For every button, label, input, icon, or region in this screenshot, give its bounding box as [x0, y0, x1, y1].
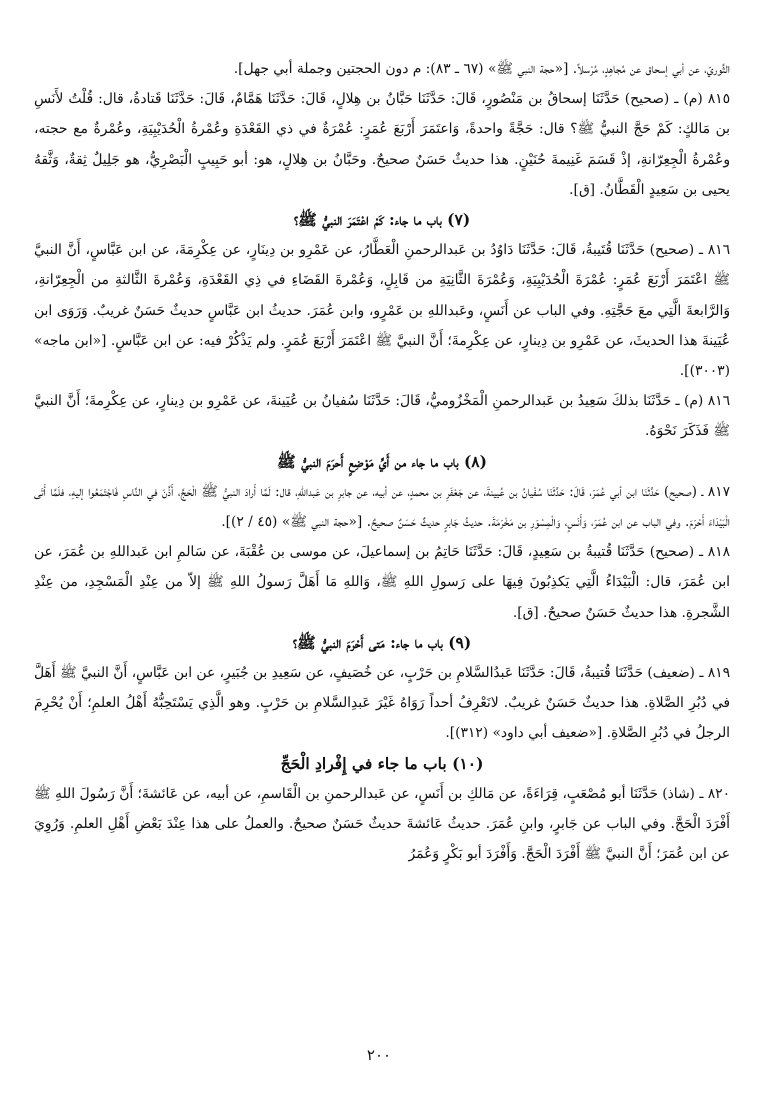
chapter-heading-9: (٩) باب ما جاء: مَتى أَحْرَمَ النبيُّ ﷺ؟: [292, 632, 472, 652]
hadith-816: ٨١٦ ـ (صحيح) حَدَّثَنَا قُتَيبةُ، قَالَ: حَدَّثَنَا دَاوُدُ بن عَبدالرحمنِ الْعَطَّارُ، عن عَمْرِو بن دِينَارٍ، عن عِكْرِمَةَ، عن ابن عَبَّاسٍ، أَنَّ النبيَّ ﷺ اعْتَمَرَ أَرْبَعَ عُمَرٍ: عُمْرَةَ الْحُدَيْبِيَةِ، وَعُمْرَةَ الثَّانِيَةِ من قَابِلٍ، وَعُمْرةَ القَضَاءِ في ذِي القَعْدَةِ، وَعُمْرةَ الثَّالثةِ من الْجِعِرّانةِ، وَالرَّابعةَ الَّتِي معَ حَجَّتِهِ. وفي الباب عن أَنَسٍ، وعَبداللهِ بن عَمْرٍو، وابن عُمَرَ. حديثُ ابن عَبَّاسٍ حديثٌ حَسَنٌ غريبٌ. وَرَوَى ابن عُيَينةَ هذا الحديثَ، عن عَمْرِو بن دِينارٍ، عن عِكْرِمةَ؛ أَنَّ النبيَّ ﷺ اعْتَمَرَ أَرْبَعَ عُمَرٍ. ولم يَذْكُرْ فيه: عن ابن عَبَّاسٍ. [«ابن ماجه» (٣٠٠٣)].: [34, 242, 730, 380]
page-body: [34, 54, 730, 1054]
hadith-818: ٨١٨ ـ (صحيح) حَدَّثَنَا قُتيبةُ بن سَعِيدٍ، قَالَ: حَدَّثَنَا حَاتِمُ بن إسماعيلَ، عن موسى بن عُقْبَةَ، عن سَالمِ ابن عَبداللهِ بن عُمَرَ، عن ابن عُمَرَ، قال: الْبَيْدَاءُ الَّتِي يَكذِبُونَ فِيهَا على رَسولِ اللهِ ﷺ، وَاللهِ مَا أَهَلَّ رَسولُ اللهِ ﷺ إلاّ من عِنْدِ الْمَسْجِدِ، من عِنْدِ الشَّجرةِ. هذا حديثٌ حَسَنٌ صحيحٌ. [ق].: [34, 544, 730, 621]
hadith-816m: ٨١٦ (م) ـ حَدَّثَنَا بذلكَ سَعِيدُ بن عَبدالرحمنِ الْمَخْزُوميُّ، قَالَ: حَدَّثَنَا سُفيانُ بن عُيَينةَ، عن عَمْرِو بن دِينارٍ، عن عِكْرِمةَ؛ أَنَّ النبيَّ ﷺ فَذَكَرَ نَحْوَهُ.: [34, 393, 730, 440]
hadith-820: ٨٢٠ ـ (شاذ) حَدَّثَنَا أبو مُصْعَبٍ، قِرَاءَةً، عن مَالكِ بن أَنَسٍ، عن عَبدالرحمنِ بن الْقَاسمِ، عن أبيه، عن عَائشةَ؛ أَنَّ رَسُولَ اللهِ ﷺ أَفْرَدَ الْحَجَّ. وفي الباب عن جَابرٍ، وابنِ عُمَرَ. حديثُ عَائشةَ حديثٌ حَسَنٌ صحيحٌ. والعملُ على هذا عِنْدَ بَعْضِ أَهْلِ العلمِ. وَرُوِيَ عن ابن عُمَرَ؛ أَنَّ النبيَّ ﷺ أَفْرَدَ الْحَجَّ. وَأَفْرَدَ أبو بَكْرٍ وَعُمَرُ: [34, 785, 730, 863]
chapter-heading-10: (١٠) باب ما جاء في إِفْرادِ الْحَجِّ: [280, 753, 484, 773]
page-number: ٢٠٠: [366, 1046, 392, 1064]
chapter-heading-7: (٧) باب ما جاء: كَمْ اعْتَمَرَ النبيُّ ﷺ؟: [293, 210, 471, 230]
hadith-815m: ٨١٥ (م) ـ (صحيح) حَدَّثَنَا إسحاقُ بن مَنْصُورٍ، قَالَ: حَدَّثَنَا حَبَّانُ بن هِلالٍ، قَالَ: حَدَّثَنَا هَمَّامٌ، قَالَ: حَدَّثَنَا قَتادةُ، قال: قُلْتُ لأَنَسِ بن مَالكٍ: كَمْ حَجَّ النبيُّ ﷺ؟ قال: حَجَّةً واحدةً، وَاعتَمَرَ أَرْبَعَ عُمَرٍ: عُمْرَةٌ في ذي القَعْدَةِ وعُمْرةُ الْحُدَيْبِيَةِ، وعُمْرةٌ مع حجته، وعُمْرةُ الْجِعِرّانةِ، إذْ قَسَمَ غَنِيمةَ حُنَيْنٍ. هذا حديثٌ حَسَنٌ صحيحٌ. وحَبَّانُ بن هِلالٍ، هو: أبو حَبِيبٍ الْبَصْرِيُّ، هو جَلِيلٌ ثِقةٌ، وَثَّقهُ يحيى بن سَعِيدٍ الْقَطَّانُ. [ق].: [34, 91, 730, 198]
hadith-819: ٨١٩ ـ (ضعيف) حَدَّثَنَا قُتيبةُ، قَالَ: حَدَّثَنَا عَبدُالسَّلامِ بن حَرْبٍ، عن خُصَيفٍ، عن سَعِيدِ بن جُبَيرٍ، عن ابن عَبَّاسٍ، أَنَّ النبيَّ ﷺ أَهَلَّ في دُبُرِ الصَّلاةِ. هذا حديثٌ حَسَنٌ غريبٌ. لانَعْرِفُ أحداً رَوَاهُ غَيْرَ عَبدِالسَّلامِ بن حَرْبٍ. وهو الَّذِي يَسْتَحِبُّهُ أَهْلُ العلمِ؛ أَنْ يُحْرِمَ الرجلُ في دُبُرِ الصَّلاةِ. [«ضعيف أبي داود» (٣١٢)].: [34, 665, 730, 742]
paragraph-continuation: الثَّوريّ، عن أبي إسحاق عن مُجاهِدٍ، مُرْسلاً. [«حجة النبي ﷺ» (٦٧ ـ ٨٣): م دون الحجتين وجملة أبي جهل].: [233, 61, 730, 77]
hadith-817: ٨١٧ ـ (صحيح) حَدَّثَنَا ابن أبي عُمَرَ، قَالَ: حَدَّثَنَا سُفْيانُ بن عُيينةَ، عن جَعْفَرِ بن محمدٍ، عن أبيه، عن جابرِ بن عَبداللهِ، قال: لَمَّا أَرادَ النبيُّ ﷺ الْحَجَّ، أَذَّنَ في النَّاسِ فَاجْتَمَعُوا إليهِ، فلَمَّا أَتَى الْبَيْدَاءَ أَحْرَمَ. وفي الباب عن ابن عُمَرَ، وَأَنَسٍ، وَالْمِسْوَرِ بن مَخْرَمَةَ. حديثُ جَابرٍ حديثٌ حَسَنٌ صحيحٌ. [«حجة النبي ﷺ» (٤٥ / ٢)].: [34, 483, 730, 531]
chapter-heading-8: (٨) باب ما جاء من أَيِّ مَوْضِعٍ أَحرَمَ النبيُّ ﷺ: [277, 451, 487, 471]
